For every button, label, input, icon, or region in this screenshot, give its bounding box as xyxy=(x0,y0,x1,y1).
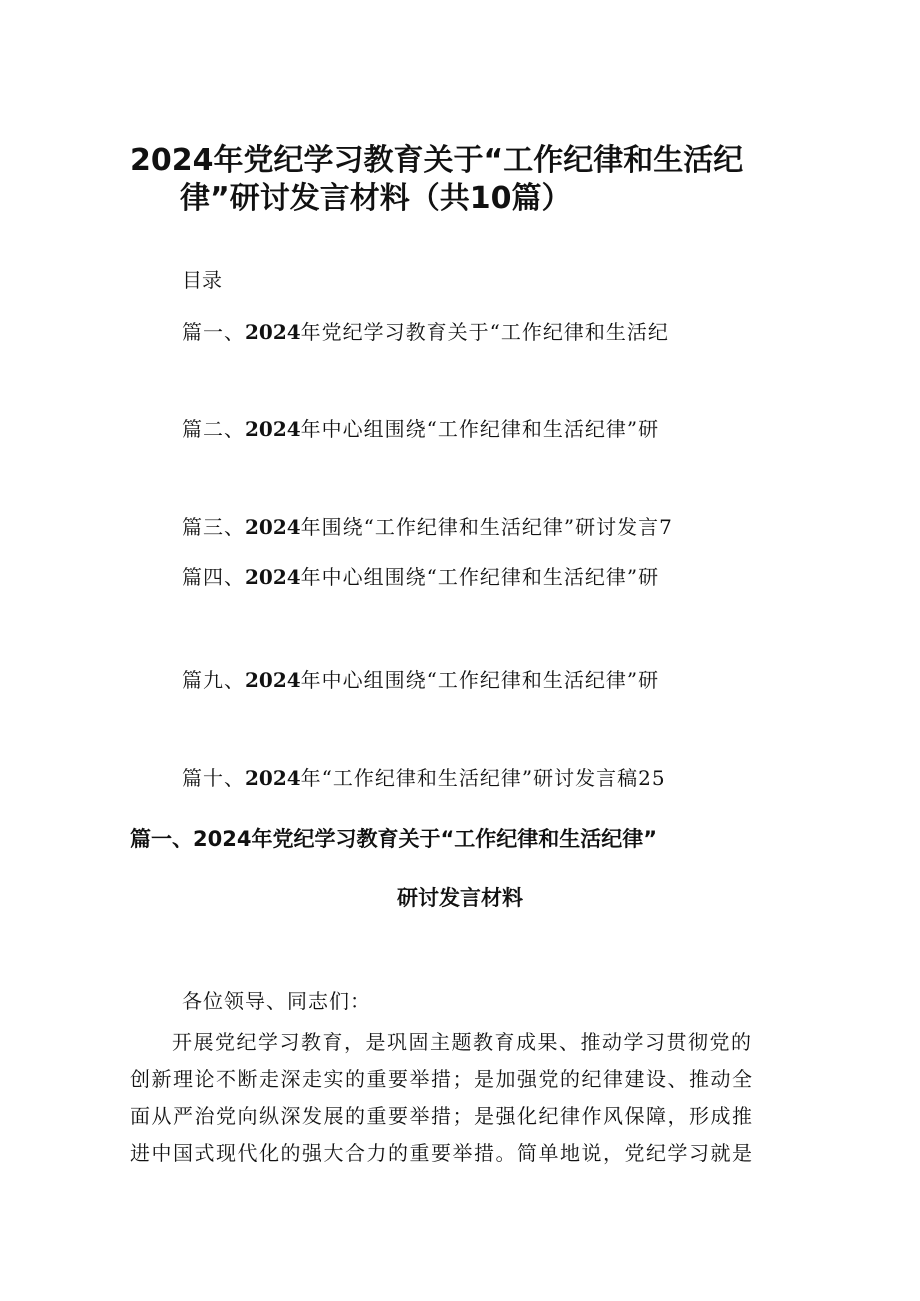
toc-item-text: 年中心组围绕“工作纪律和生活纪律”研 xyxy=(300,565,660,589)
toc-item-prefix: 篇二、 xyxy=(182,417,245,441)
section-title: 篇一、2024年党纪学习教育关于“工作纪律和生活纪律” xyxy=(130,827,658,851)
toc-item[interactable] xyxy=(182,563,659,591)
paragraph-line: 开展党纪学习教育，是巩固主题教育成果、推动学习贯彻党的 xyxy=(172,1030,753,1054)
toc-heading: 目录 xyxy=(182,268,222,292)
toc-item-prefix: 篇三、 xyxy=(182,515,245,539)
toc-item-prefix: 篇九、 xyxy=(182,668,245,692)
toc-item-text: 年中心组围绕“工作纪律和生活纪律”研 xyxy=(300,668,660,692)
toc-item-prefix: 篇十、 xyxy=(182,766,245,790)
toc-item-text: 年党纪学习教育关于“工作纪律和生活纪 xyxy=(300,320,669,344)
toc-item-year: 2024 xyxy=(245,668,301,692)
toc-item-year: 2024 xyxy=(245,766,301,790)
body-paragraph xyxy=(130,1024,794,1172)
toc-item-prefix: 篇四、 xyxy=(182,565,245,589)
toc-item-year: 2024 xyxy=(245,565,301,589)
toc-item-text: 年围绕“工作纪律和生活纪律”研讨发言7 xyxy=(300,515,673,539)
toc-item-year: 2024 xyxy=(245,417,301,441)
toc-item-year: 2024 xyxy=(245,515,301,539)
title-line-2: 律”研讨发言材料（共10篇） xyxy=(180,181,572,216)
paragraph-line: 面从严治党向纵深发展的重要举措；是强化纪律作风保障，形成推 xyxy=(130,1104,754,1128)
toc-item-year: 2024 xyxy=(245,320,301,344)
toc-item[interactable] xyxy=(182,415,659,443)
paragraph-line: 创新理论不断走深走实的重要举措；是加强党的纪律建设、推动全 xyxy=(130,1067,754,1091)
toc-item[interactable] xyxy=(182,666,659,694)
toc-item[interactable] xyxy=(182,513,673,541)
section-subtitle: 研讨发言材料 xyxy=(397,886,523,910)
toc-item-text: 年中心组围绕“工作纪律和生活纪律”研 xyxy=(300,417,660,441)
title-line-1: 2024年党纪学习教育关于“工作纪律和生活纪 xyxy=(130,143,744,178)
toc-item[interactable] xyxy=(182,318,669,346)
paragraph-line: 进中国式现代化的强大合力的重要举措。简单地说，党纪学习就是 xyxy=(130,1141,754,1165)
toc-item[interactable] xyxy=(182,764,666,792)
salutation: 各位领导、同志们： xyxy=(182,989,371,1013)
toc-item-prefix: 篇一、 xyxy=(182,320,245,344)
toc-item-text: 年“工作纪律和生活纪律”研讨发言稿25 xyxy=(300,766,666,790)
